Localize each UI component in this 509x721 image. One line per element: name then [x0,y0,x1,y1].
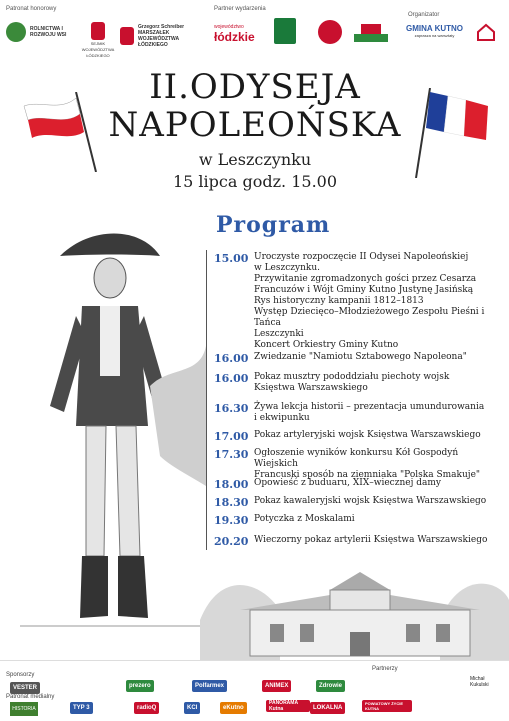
schedule-time: 18.00 [214,478,249,491]
program-heading: Program [216,212,331,238]
sponsor-animex-logo: ANIMEX [262,680,291,692]
partner-michal-kukulski: Michał Kukulski [470,676,489,688]
partnerzy-label: Partnerzy [372,666,398,672]
schedule-description: Wieczorny pokaz artylerii Księstwa Warszawskiego [254,535,488,545]
senate-logo: SEJMIK WOJEWÓDZTWA ŁÓDZKIEGO [78,22,118,59]
schedule-time: 19.30 [214,514,249,527]
sponsor-prezero-logo: prezero [126,680,154,692]
schedule-item [214,496,504,509]
schedule-description: Zwiedzanie "Namiotu Sztabowego Napoleona" [254,352,467,362]
sponsor-zdrowie-logo: Zdrowie [316,680,345,692]
organizator-label: Organizator [408,12,440,18]
media-ekutno-logo: eKutno [220,702,247,714]
hills-logo-icon [354,24,388,42]
schedule-description: Pokaz musztry pododdziału piechoty wojsk Księstwa Warszawskiego [254,372,450,393]
media-lokalna-logo: LOKALNA [310,702,345,714]
patronat-medialny-label: Patronat medialny [6,694,55,700]
schedule-item [214,372,504,394]
schedule-time: 16.00 [214,352,249,365]
wheat-icon [6,22,26,42]
media-radioq-logo: radioQ [134,702,159,714]
french-flag-icon [412,88,492,182]
lodzkie-logo: województwo łódzkie [214,24,255,44]
media-tvp3-logo: TYP 3 [70,702,93,714]
ministry-logo: ROLNICTWA I ROZWOJU WSI [6,22,80,42]
sponsor-polfarmex-logo: Polfarmex [192,680,227,692]
voivodeship-emblem-icon [120,27,134,45]
partner-label: Partner wydarzenia [214,6,266,12]
schedule-item [214,478,504,491]
schedule-item [214,352,504,365]
title-line-2: NAPOLEOŃSKA [108,105,402,145]
schedule-time: 16.30 [214,402,249,415]
pr-logo-icon [318,20,342,44]
title-line-1: II.ODYSEJA [149,67,361,107]
schedule-time: 17.00 [214,430,249,443]
schedule-item [214,448,504,481]
event-place: w Leszczynku [198,150,312,169]
schedule-item [214,514,504,527]
schedule-description: Żywa lekcja historii – prezentacja umundurowania i ekwipunku [254,402,485,423]
schedule-time: 20.20 [214,535,249,548]
manor-house-illustration [200,560,509,660]
schedule-description: Ogłoszenie wyników konkursu Kół Gospodyń Wiejskich Francuski sposób na ziemniaka "Polska Smakuje" [254,448,481,480]
schedule-description: Uroczyste rozpoczęcie II Odysei Napoleońskiej w Leszczynku. Przywitanie zgromadzonych gości przez Cesarza Francuzów i Wójt Gminy Kutno Justynę Jasińską Rys historyczny kampanii 1812–1813 Występ Dziecięco–Młodzieżowego Zespołu Pieśni i Tańca Leszczynki Koncert Orkiestry Gminy Kutno [254,252,485,350]
schedule-item [214,402,504,424]
event-date: 15 lipca godz. 15.00 [172,172,338,191]
media-powiatowy-logo: POWIATOWY ŻYCIE KUTNA [362,700,412,712]
kutno-county-crest-icon [274,18,296,44]
schedule-time: 16.00 [214,372,249,385]
media-kci-logo: KCI [184,702,200,714]
napoleon-illustration [20,226,206,656]
sponsor-vester-logo: VESTER [10,682,40,694]
eagle-emblem-icon [91,22,105,40]
tvp-historia-logo: HISTORIA [10,702,38,716]
polish-flag-icon [20,92,100,176]
marshal-logo: Grzegorz Schreiber MARSZAŁEK WOJEWÓDZTWA ŁÓDZKIEGO [120,24,198,48]
patronat-honorowy-label: Patronat honorowy [6,6,57,12]
schedule-time: 17.30 [214,448,249,461]
schedule-divider [206,250,207,550]
house-logo-icon [476,22,496,42]
sponsorzy-label: Sponsorzy [6,672,35,678]
schedule-time: 18.30 [214,496,249,509]
schedule-description: Opowieść z buduaru, XIX–wiecznej damy [254,478,441,488]
schedule-description: Pokaz artyleryjski wojsk Księstwa Warszawskiego [254,430,481,440]
schedule-item [214,535,504,548]
media-panorama-logo: PANORAMA Kutna [266,700,310,712]
schedule-item [214,252,504,351]
schedule-description: Pokaz kawaleryjski wojsk Księstwa Warszawskiego [254,496,487,506]
gmina-kutno-logo: GMINA KUTNO zaprasza na warsztaty [406,24,464,38]
schedule-description: Potyczka z Moskalami [254,514,355,524]
schedule-item [214,430,504,443]
schedule-time: 15.00 [214,252,249,265]
